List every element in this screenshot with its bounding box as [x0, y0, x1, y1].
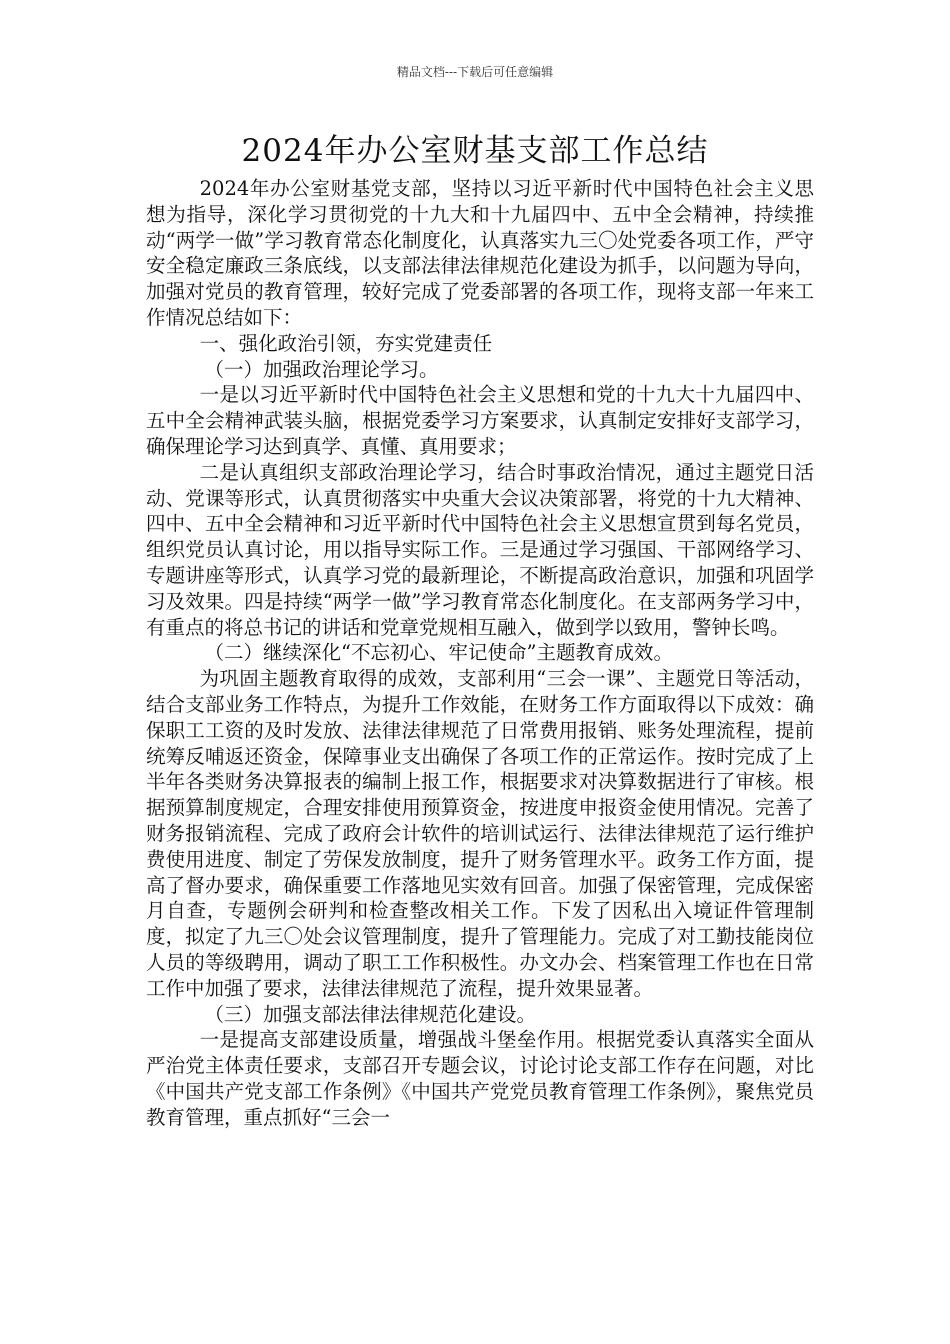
- subsection-1-paragraph-1: 一是以习近平新时代中国特色社会主义思想和党的十九大十九届四中、五中全会精神武装头脑，根据党委学习方案要求，认真制定安排好支部学习，确保理论学习达到真学、真懂、真用要求；: [146, 383, 814, 458]
- document-title: 2024年办公室财基支部工作总结: [241, 133, 709, 169]
- subsection-3-heading: （三）加强支部法律法律规范化建设。: [204, 1002, 537, 1026]
- section-1-heading: 一、强化政治引领，夯实党建责任: [199, 331, 493, 355]
- subsection-3-paragraph-1: 一是提高支部建设质量，增强战斗堡垒作用。根据党委认真落实全面从严治党主体责任要求，支部召开专题会议，讨论讨论支部工作存在问题，对比《中国共产党支部工作条例》《中国共产党党员教育管理工作条例》，聚焦党员教育管理，重点抓好“三会一: [146, 1028, 814, 1129]
- intro-paragraph: 2024年办公室财基党支部，坚持以习近平新时代中国特色社会主义思想为指导，深化学习贯彻党的十九大和十九届四中、五中全会精神，持续推动“两学一做”学习教育常态化制度化，认真落实九三〇处党委各项工作，严守安全稳定廉政三条底线，以支部法律法律规范化建设为抓手，以问题为导向，加强对党员的教育管理，较好完成了党委部署的各项工作，现将支部一年来工作情况总结如下：: [146, 177, 814, 329]
- subsection-2-paragraph-1: 为巩固主题教育取得的成效，支部利用“三会一课”、主题党日等活动，结合支部业务工作特点，为提升工作效能，在财务工作方面取得以下成效：确保职工工资的及时发放、法律法律规范了日常费用报销、账务处理流程，提前统筹反哺返还资金，保障事业支出确保了各项工作的正常运作。按时完成了上半年各类财务决算报表的编制上报工作，根据要求对决算数据进行了审核。根据预算制度规定，合理安排使用预算资金，按进度申报资金使用情况。完善了财务报销流程、完成了政府会计软件的培训试运行、法律法律规范了运行维护费使用进度、制定了劳保发放制度，提升了财务管理水平。政务工作方面，提高了督办要求，确保重要工作落地见实效有回音。加强了保密管理，完成保密月自查，专题例会研判和检查整改相关工作。下发了因私出入境证件管理制度，拟定了九三〇处会议管理制度，提升了管理能力。完成了对工勤技能岗位人员的等级聘用，调动了职工工作积极性。办文办会、档案管理工作也在日常工作中加强了要求，法律法律规范了流程，提升效果显著。: [146, 667, 814, 1000]
- document-body: [146, 176, 814, 1130]
- subsection-1-heading: （一）加强政治理论学习。: [204, 357, 439, 381]
- subsection-1-paragraph-2: 二是认真组织支部政治理论学习，结合时事政治情况，通过主题党日活动、党课等形式，认真贯彻落实中央重大会议决策部署，将党的十九大精神、四中、五中全会精神和习近平新时代中国特色社会主义思想宣贯到每名党员，组织党员认真讨论，用以指导实际工作。三是通过学习强国、干部网络学习、专题讲座等形式，认真学习党的最新理论，不断提高政治意识，加强和巩固学习及效果。四是持续“两学一做”学习教育常态化制度化。在支部两务学习中，有重点的将总书记的讲话和党章党规相互融入，做到学以致用，警钟长鸣。: [146, 460, 814, 639]
- subsection-2-heading: （二）继续深化“不忘初心、牢记使命”主题教育成效。: [204, 641, 673, 665]
- page-header-note: 精品文档---下载后可任意编辑: [396, 65, 554, 79]
